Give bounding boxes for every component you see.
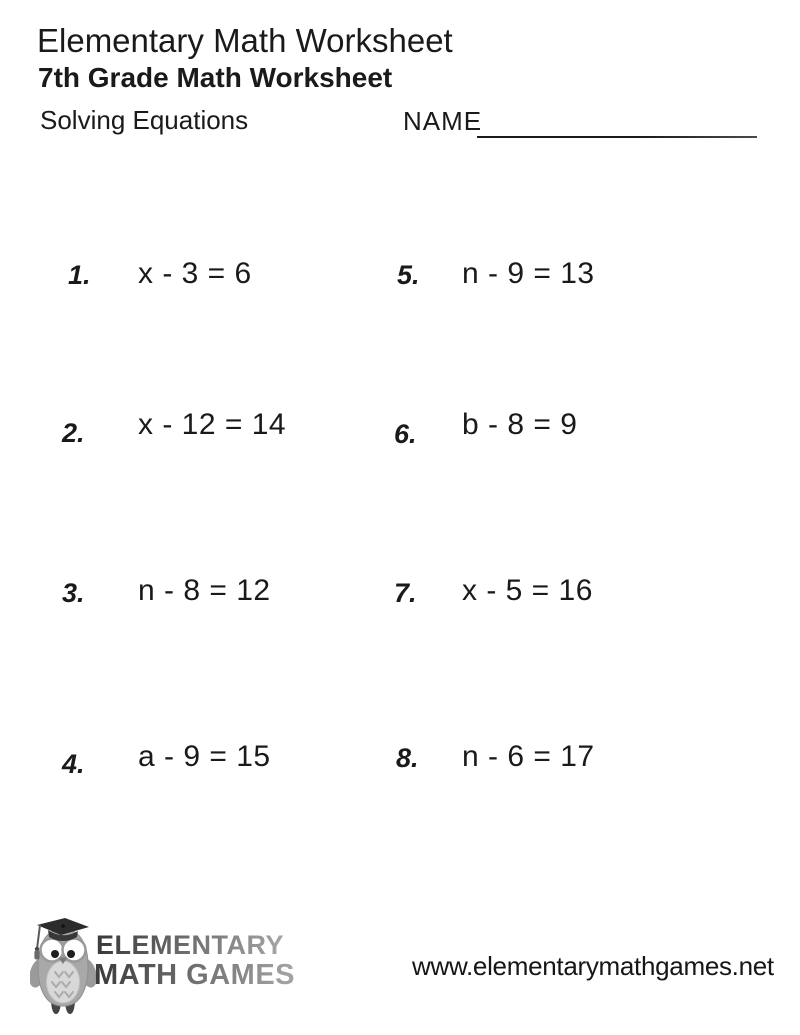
problem-number-6: 6. — [394, 419, 417, 449]
owl-graduation-cap-icon — [30, 916, 96, 1017]
section-title: Solving Equations — [40, 105, 249, 135]
problem-number-5: 5. — [397, 260, 420, 290]
name-label: NAME — [403, 106, 483, 136]
page-subtitle: 7th Grade Math Worksheet — [38, 62, 393, 93]
problem-equation-4: a - 9 = 15 — [138, 740, 271, 773]
page-title: Elementary Math Worksheet — [37, 22, 453, 59]
name-blank-line — [477, 136, 757, 138]
problem-equation-6: b - 8 = 9 — [462, 408, 578, 441]
problem-number-3: 3. — [62, 578, 85, 608]
logo-text-line1: ELEMENTARY — [96, 930, 285, 960]
problem-number-4: 4. — [62, 749, 85, 779]
website-url: www.elementarymathgames.net — [412, 951, 774, 981]
problem-equation-2: x - 12 = 14 — [138, 408, 287, 441]
problem-number-1: 1. — [68, 260, 91, 290]
problem-number-8: 8. — [396, 743, 419, 773]
problem-equation-1: x - 3 = 6 — [138, 257, 252, 290]
problem-number-2: 2. — [62, 418, 85, 448]
problem-equation-5: n - 9 = 13 — [462, 257, 595, 290]
logo-text-line2: MATH GAMES — [94, 959, 296, 991]
problem-equation-7: x - 5 = 16 — [462, 574, 593, 607]
problem-equation-8: n - 6 = 17 — [462, 740, 595, 773]
problem-number-7: 7. — [394, 578, 417, 608]
problem-equation-3: n - 8 = 12 — [138, 574, 271, 607]
